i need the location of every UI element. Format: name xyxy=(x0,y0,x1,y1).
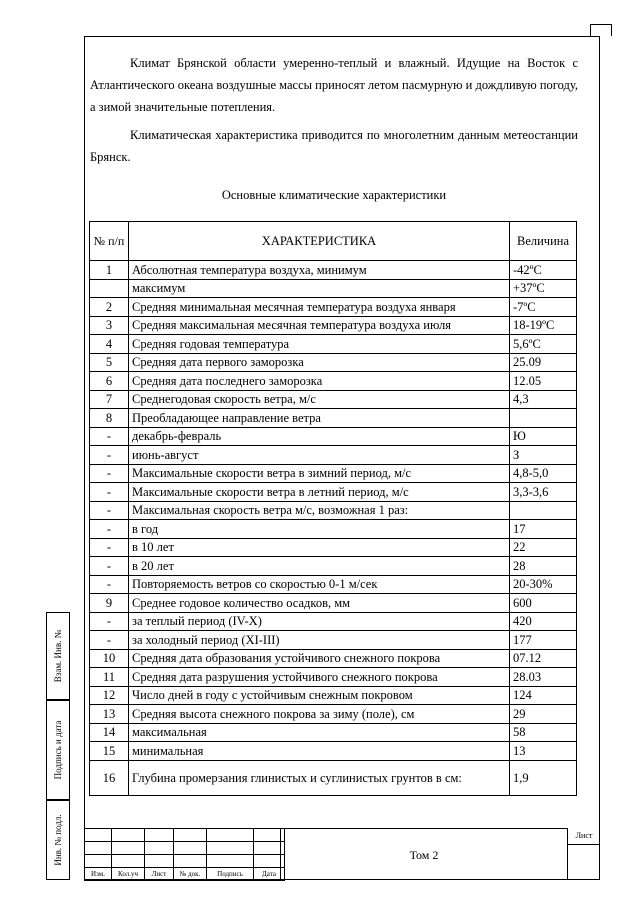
side-podpis-data xyxy=(46,700,70,800)
climate-table xyxy=(89,221,577,796)
row-num xyxy=(90,279,129,298)
row-num: 10 xyxy=(90,649,129,668)
row-num: 2 xyxy=(90,298,129,317)
table-row xyxy=(90,501,577,520)
row-value: 22 xyxy=(510,538,577,557)
stamp-title: Том 2 xyxy=(280,828,568,880)
header-value: Величина xyxy=(510,222,577,261)
row-name: Глубина промерзания глинистых и суглинистых грунтов в см: xyxy=(129,760,510,795)
row-num: - xyxy=(90,612,129,631)
table-row xyxy=(90,557,577,576)
row-num: - xyxy=(90,538,129,557)
row-value: 1,9 xyxy=(510,760,577,795)
table-row xyxy=(90,298,577,317)
row-name: за холодный период (XI-III) xyxy=(129,631,510,650)
row-num: 9 xyxy=(90,594,129,613)
row-name: Средняя дата последнего заморозка xyxy=(129,372,510,391)
row-num: 7 xyxy=(90,390,129,409)
row-value: 20-30% xyxy=(510,575,577,594)
header-name: ХАРАКТЕРИСТИКА xyxy=(129,222,510,261)
table-row xyxy=(90,686,577,705)
table-row xyxy=(90,594,577,613)
table-row xyxy=(90,668,577,687)
row-value: 420 xyxy=(510,612,577,631)
intro-paragraph-2: Климатическая характеристика приводится по многолетним данным метеостанции Брянск. xyxy=(90,128,578,164)
intro-paragraph-1: Климат Брянской области умеренно-теплый и влажный. Идущие на Восток с Атлантического океана воздушные массы приносят летом пасмурную и дождливую погоду, а зимой значительные потепления. xyxy=(90,56,578,114)
table-row xyxy=(90,760,577,795)
row-value: 3,3-3,6 xyxy=(510,483,577,502)
row-name: Средняя высота снежного покрова за зиму (поле), см xyxy=(129,705,510,724)
stamp-col-data: Дата xyxy=(254,868,285,881)
row-num: 6 xyxy=(90,372,129,391)
row-value: 177 xyxy=(510,631,577,650)
row-num: - xyxy=(90,575,129,594)
row-name: Средняя дата образования устойчивого снежного покрова xyxy=(129,649,510,668)
corner-mark xyxy=(590,24,612,36)
row-num: - xyxy=(90,631,129,650)
table-row xyxy=(90,279,577,298)
side-inv-label: Инв. № подл. xyxy=(53,814,63,866)
row-num: 12 xyxy=(90,686,129,705)
row-num: 16 xyxy=(90,760,129,795)
side-podpis-label: Подпись и дата xyxy=(53,720,63,780)
row-name: максимум xyxy=(129,279,510,298)
row-name: в год xyxy=(129,520,510,539)
row-value: 58 xyxy=(510,723,577,742)
table-row xyxy=(90,742,577,761)
table-header-row xyxy=(90,222,577,261)
row-name: за теплый период (IV-X) xyxy=(129,612,510,631)
table-row xyxy=(90,649,577,668)
row-num: - xyxy=(90,464,129,483)
row-value xyxy=(510,501,577,520)
row-value: 600 xyxy=(510,594,577,613)
row-value: 13 xyxy=(510,742,577,761)
table-row xyxy=(90,390,577,409)
table-row xyxy=(90,316,577,335)
row-name: Среднее годовое количество осадков, мм xyxy=(129,594,510,613)
row-name: Повторяемость ветров со скоростью 0-1 м/сек xyxy=(129,575,510,594)
row-name: Средняя максимальная месячная температура воздуха июля xyxy=(129,316,510,335)
row-value: -7ºC xyxy=(510,298,577,317)
table-row xyxy=(90,372,577,391)
row-value: 5,6ºC xyxy=(510,335,577,354)
row-name: Средняя минимальная месячная температура воздуха января xyxy=(129,298,510,317)
sheet-label: Лист xyxy=(568,828,600,845)
row-num: 5 xyxy=(90,353,129,372)
row-num: - xyxy=(90,520,129,539)
table-row xyxy=(90,483,577,502)
row-value: 25.09 xyxy=(510,353,577,372)
stamp-col-doc: № док. xyxy=(174,868,207,881)
row-num: - xyxy=(90,427,129,446)
table-row xyxy=(90,464,577,483)
row-name: Средняя годовая температура xyxy=(129,335,510,354)
row-value: 12.05 xyxy=(510,372,577,391)
row-value: 17 xyxy=(510,520,577,539)
side-vzam-inv xyxy=(46,612,70,700)
row-value: 07.12 xyxy=(510,649,577,668)
row-value: 18-19ºC xyxy=(510,316,577,335)
row-num: 13 xyxy=(90,705,129,724)
row-name: июнь-август xyxy=(129,446,510,465)
row-value: 124 xyxy=(510,686,577,705)
row-value: 28.03 xyxy=(510,668,577,687)
row-num: - xyxy=(90,557,129,576)
table-row xyxy=(90,446,577,465)
row-name: Средняя дата первого заморозка xyxy=(129,353,510,372)
row-value: -42ºC xyxy=(510,261,577,280)
table-row xyxy=(90,409,577,428)
table-row xyxy=(90,612,577,631)
row-num: 11 xyxy=(90,668,129,687)
row-name: в 10 лет xyxy=(129,538,510,557)
table-row xyxy=(90,427,577,446)
title-block xyxy=(84,828,600,880)
side-vzam-label: Взам. Инв. № xyxy=(53,629,63,683)
table-row xyxy=(90,538,577,557)
row-name: в 20 лет xyxy=(129,557,510,576)
stamp-col-kol: Кол.уч xyxy=(112,868,145,881)
row-value: 4,3 xyxy=(510,390,577,409)
row-name: Абсолютная температура воздуха, минимум xyxy=(129,261,510,280)
row-value: 28 xyxy=(510,557,577,576)
row-name: Максимальные скорости ветра в зимний период, м/с xyxy=(129,464,510,483)
stamp-grid xyxy=(84,828,285,881)
table-row xyxy=(90,705,577,724)
table-row xyxy=(90,631,577,650)
row-value: Ю xyxy=(510,427,577,446)
table-row xyxy=(90,520,577,539)
row-num: - xyxy=(90,483,129,502)
table-row xyxy=(90,261,577,280)
stamp-col-list: Лист xyxy=(145,868,174,881)
row-name: Среднегодовая скорость ветра, м/с xyxy=(129,390,510,409)
row-value: 4,8-5,0 xyxy=(510,464,577,483)
table-row xyxy=(90,353,577,372)
row-num: 1 xyxy=(90,261,129,280)
row-num: 4 xyxy=(90,335,129,354)
row-num: 15 xyxy=(90,742,129,761)
row-value xyxy=(510,409,577,428)
row-name: Максимальные скорости ветра в летний период, м/с xyxy=(129,483,510,502)
row-num: - xyxy=(90,446,129,465)
table-title: Основные климатические характеристики xyxy=(221,188,447,202)
table-row xyxy=(90,335,577,354)
row-num: - xyxy=(90,501,129,520)
stamp-col-izm: Изм. xyxy=(85,868,112,881)
row-name: Число дней в году с устойчивым снежным покровом xyxy=(129,686,510,705)
row-value: +37ºC xyxy=(510,279,577,298)
row-num: 8 xyxy=(90,409,129,428)
row-name: Максимальная скорость ветра м/с, возможная 1 раз: xyxy=(129,501,510,520)
row-name: максимальная xyxy=(129,723,510,742)
row-value: 29 xyxy=(510,705,577,724)
table-row xyxy=(90,723,577,742)
row-num: 14 xyxy=(90,723,129,742)
sheet-box xyxy=(568,828,600,880)
side-inv-podl xyxy=(46,800,70,880)
row-num: 3 xyxy=(90,316,129,335)
row-name: минимальная xyxy=(129,742,510,761)
row-value: З xyxy=(510,446,577,465)
stamp-col-podpis: Подпись xyxy=(207,868,254,881)
header-num: № п/п xyxy=(90,222,129,261)
row-name: Преобладающее направление ветра xyxy=(129,409,510,428)
row-name: Средняя дата разрушения устойчивого снежного покрова xyxy=(129,668,510,687)
row-name: декабрь-февраль xyxy=(129,427,510,446)
table-row xyxy=(90,575,577,594)
